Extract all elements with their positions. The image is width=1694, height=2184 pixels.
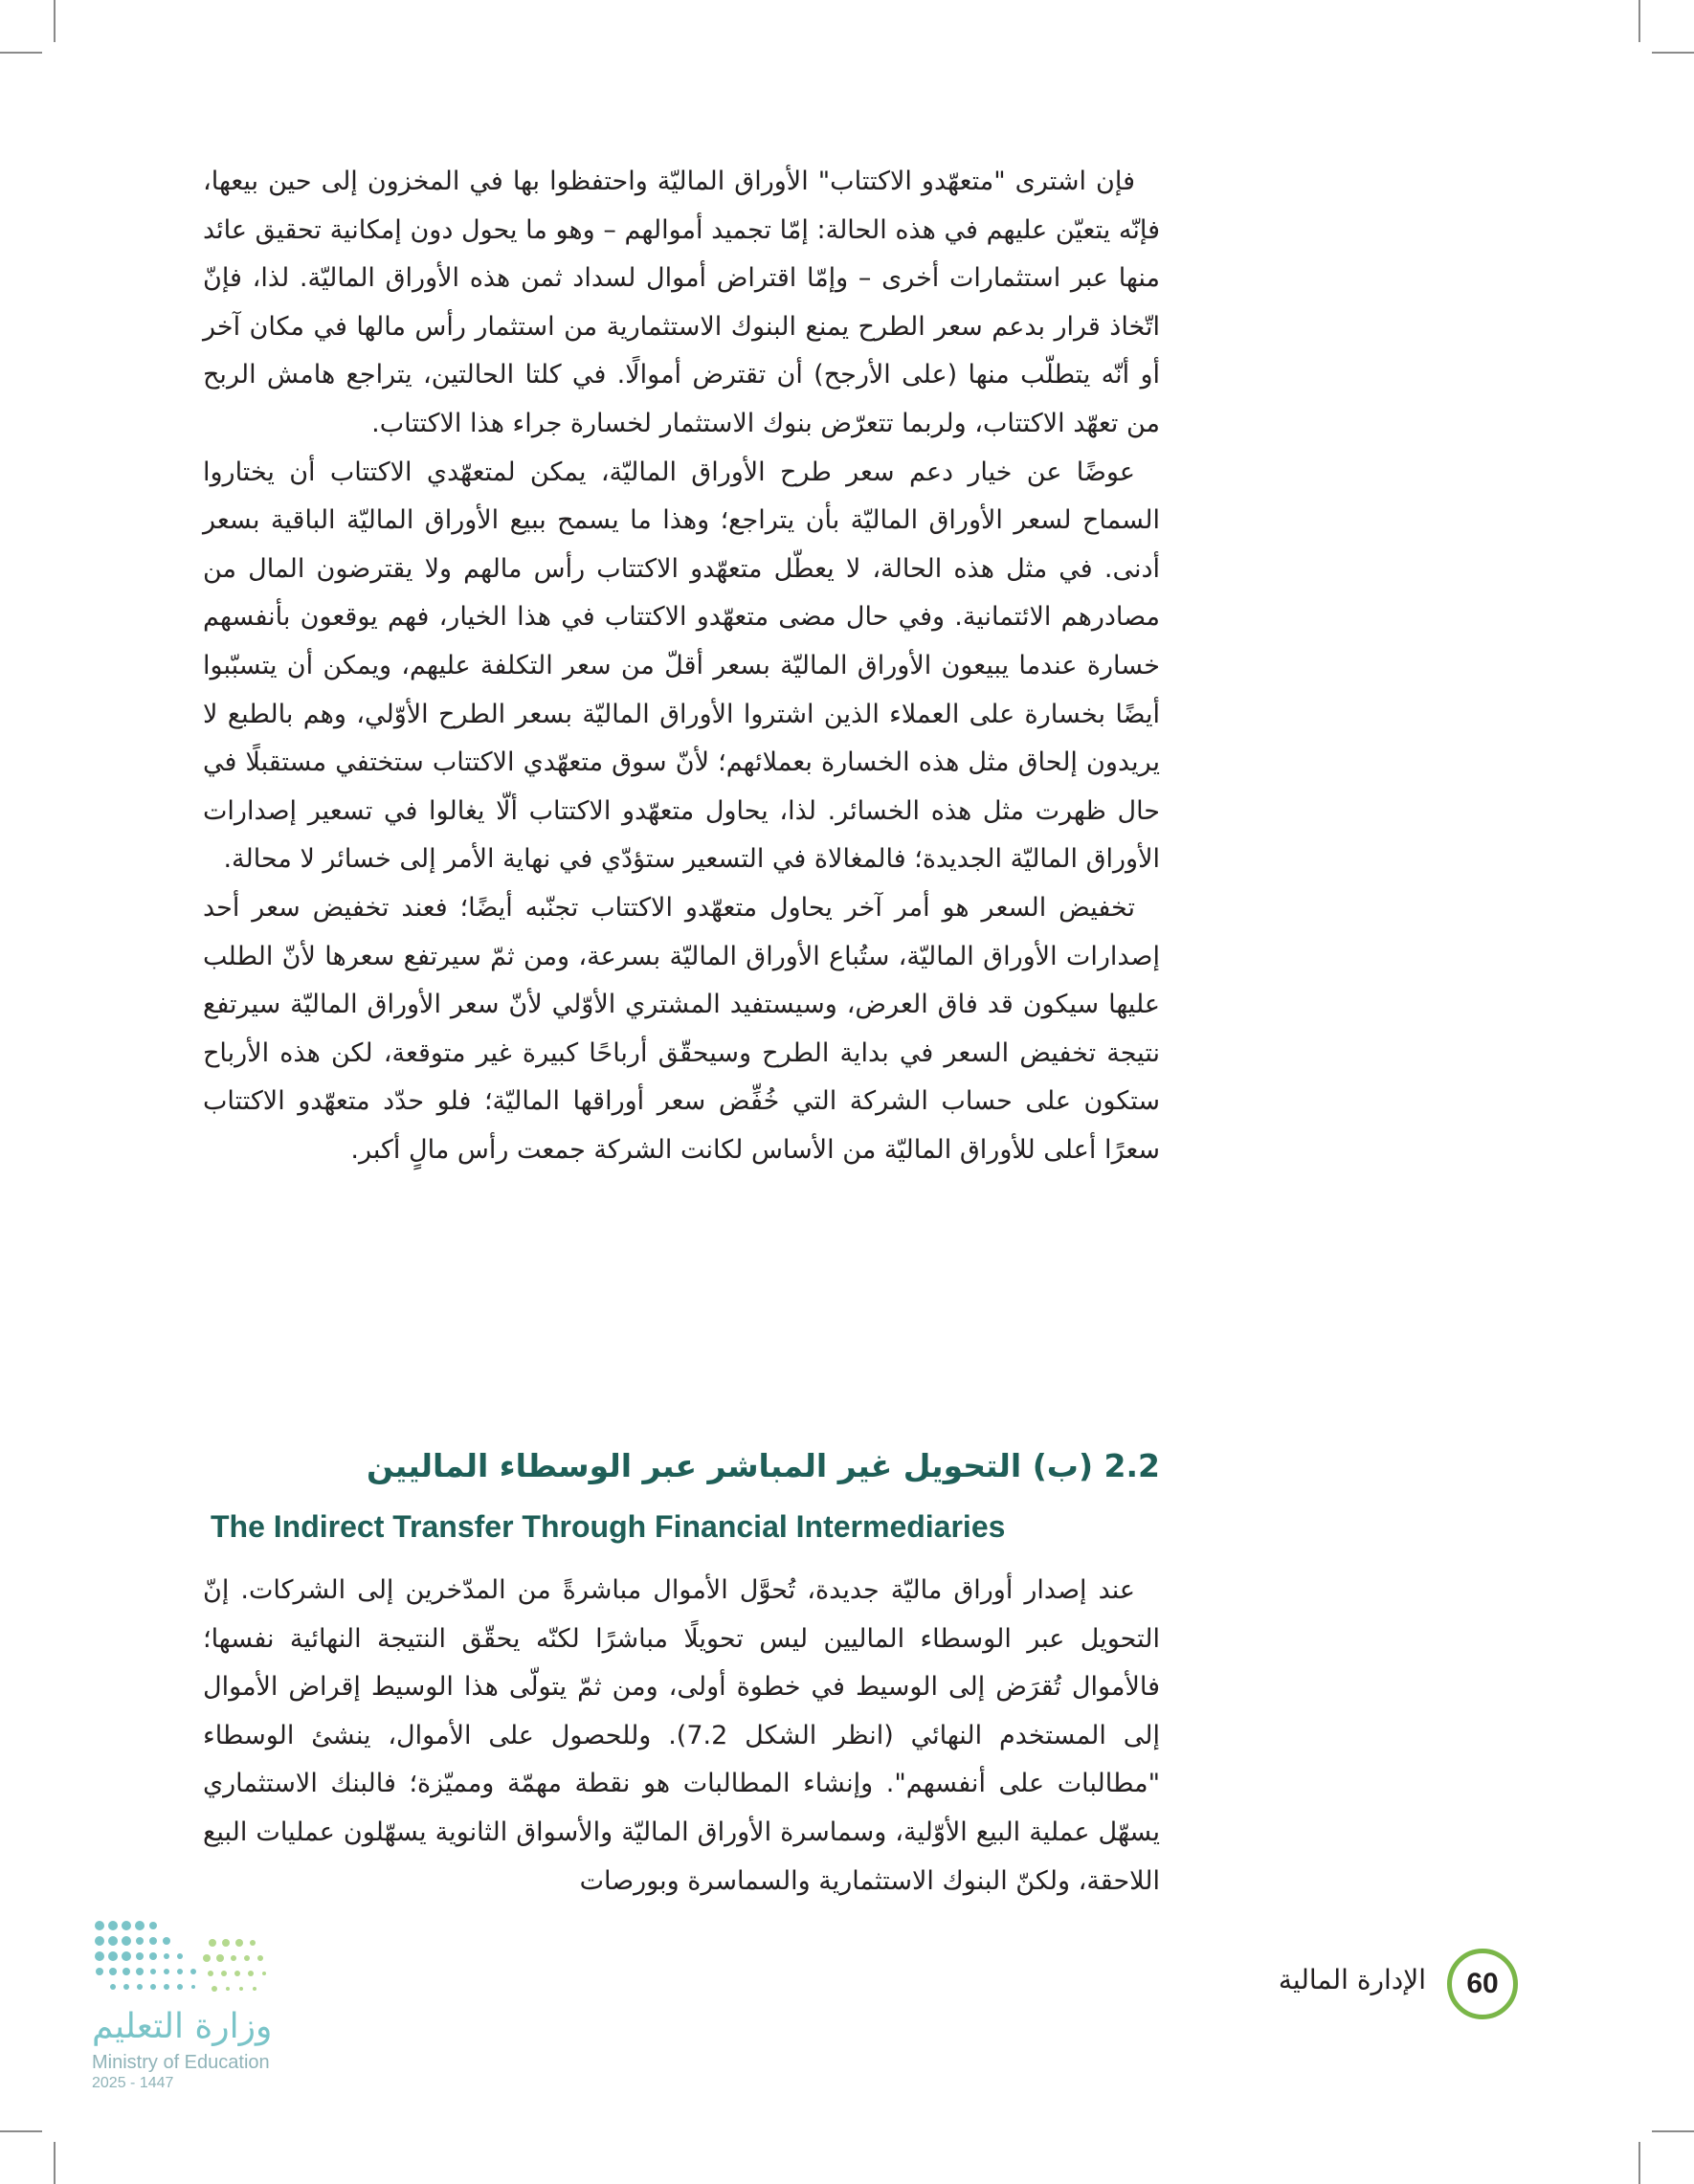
crop-mark	[0, 52, 42, 54]
ministry-name-english: Ministry of Education	[92, 2052, 270, 2073]
crop-mark	[1652, 52, 1694, 54]
crop-mark	[1652, 2130, 1694, 2132]
paragraph: عوضًا عن خيار دعم سعر طرح الأوراق الماليّة، يمكن لمتعهّدي الاكتتاب أن يختاروا السماح لسعر الأوراق الماليّة بأن يتراجع؛ وهذا ما يسمح ببيع الأوراق الماليّة الباقية بسعر أدنى. في مثل هذه الحالة، لا يعطّل متعهّدو الاكتتاب رأس مالهم ولا يقترضون المال من مصادرهم الائتمانية. وفي حال مضى متعهّدو الاكتتاب في هذا الخيار، فهم يوقعون بأنفسهم خسارة عندما يبيعون الأوراق الماليّة بسعر أقلّ من سعر التكلفة عليهم، ويمكن أن يتسبّبوا أيضًا بخسارة على العملاء الذين اشتروا الأوراق الماليّة بسعر الطرح الأوّلي، وهم بالطبع لا يريدون إلحاق مثل هذه الخسارة بعملائهم؛ لأنّ سوق متعهّدي الاكتتاب ستختفي مستقبلًا في حال ظهرت مثل هذه الخسائر. لذا، يحاول متعهّدو الاكتتاب ألّا يغالوا في تسعير إصدارات الأوراق الماليّة الجديدة؛ فالمغالاة في التسعير ستؤدّي في نهاية الأمر إلى خسائر لا محالة.	[203, 457, 1160, 875]
section-text	[203, 1567, 1160, 1905]
ministry-year: 2025 - 1447	[92, 2075, 174, 2091]
main-text	[203, 158, 1160, 1174]
paragraph: عند إصدار أوراق ماليّة جديدة، تُحوَّل الأموال مباشرةً من المدّخرين إلى الشركات. إنّ التحويل عبر الوسطاء الماليين ليس تحويلًا مباشرًا لكنّه يحقّق النتيجة النهائية نفسها؛ فالأموال تُقرَض إلى الوسيط في خطوة أولى، ومن ثمّ يتولّى هذا الوسيط إقراض الأموال إلى المستخدم النهائي (انظر الشكل 7.2). وللحصول على الأموال، ينشئ الوسطاء "مطالبات على أنفسهم". وإنشاء المطالبات هو نقطة مهمّة ومميّزة؛ فالبنك الاستثماري يسهّل عملية البيع الأوّلية، وسماسرة الأوراق الماليّة والأسواق الثانوية يسهّلون عمليات البيع اللاحقة، ولكنّ البنوك الاستثمارية والسماسرة وبورصات	[203, 1575, 1160, 1896]
section-heading-english: The Indirect Transfer Through Financial Intermediaries	[211, 1509, 1006, 1544]
page-number-badge	[1447, 1949, 1518, 2019]
page-number: 60	[1466, 1968, 1499, 1999]
book-title: الإدارة المالية	[1278, 1964, 1426, 1995]
crop-mark	[1638, 0, 1640, 42]
section-heading-arabic: 2.2 (ب) التحويل غير المباشر عبر الوسطاء الماليين	[367, 1447, 1160, 1484]
logo-dots-icon	[92, 1914, 302, 2006]
paragraph: تخفيض السعر هو أمر آخر يحاول متعهّدو الاكتتاب تجنّبه أيضًا؛ فعند تخفيض سعر أحد إصدارات الأوراق الماليّة، ستُباع الأوراق الماليّة بسرعة، ومن ثمّ سيرتفع سعرها لأنّ الطلب عليها سيكون قد فاق العرض، وسيستفيد المشتري الأوّلي لأنّ سعر الأوراق الماليّة سيرتفع نتيجة تخفيض السعر في بداية الطرح وسيحقّق أرباحًا كبيرة غير متوقعة، لكن هذه الأرباح ستكون على حساب الشركة التي خُفِّض سعر أوراقها الماليّة؛ فلو حدّد متعهّدو الاكتتاب سعرًا أعلى للأوراق الماليّة من الأساس لكانت الشركة جمعت رأس مالٍ أكبر.	[203, 892, 1160, 1165]
paragraph: فإن اشترى "متعهّدو الاكتتاب" الأوراق الماليّة واحتفظوا بها في المخزون إلى حين بيعها، فإنّه يتعيّن عليهم في هذه الحالة: إمّا تجميد أموالهم – وهو ما يحول دون إمكانية تحقيق عائد منها عبر استثمارات أخرى – وإمّا اقتراض أموال لسداد ثمن هذه الأوراق الماليّة. لذا، فإنّ اتّخاذ قرار بدعم سعر الطرح يمنع البنوك الاستثمارية من استثمار رأس مالها في مكان آخر أو أنّه يتطلّب منها (على الأرجح) أن تقترض أموالًا. في كلتا الحالتين، يتراجع هامش الربح من تعهّد الاكتتاب، ولربما تتعرّض بنوك الاستثمار لخسارة جراء هذا الاكتتاب.	[203, 167, 1160, 438]
crop-mark	[54, 0, 56, 42]
crop-mark	[0, 2130, 42, 2132]
crop-mark	[1638, 2142, 1640, 2184]
ministry-logo	[92, 1914, 312, 2106]
ministry-name-arabic: وزارة التعليم	[92, 2007, 273, 2046]
crop-mark	[54, 2142, 56, 2184]
